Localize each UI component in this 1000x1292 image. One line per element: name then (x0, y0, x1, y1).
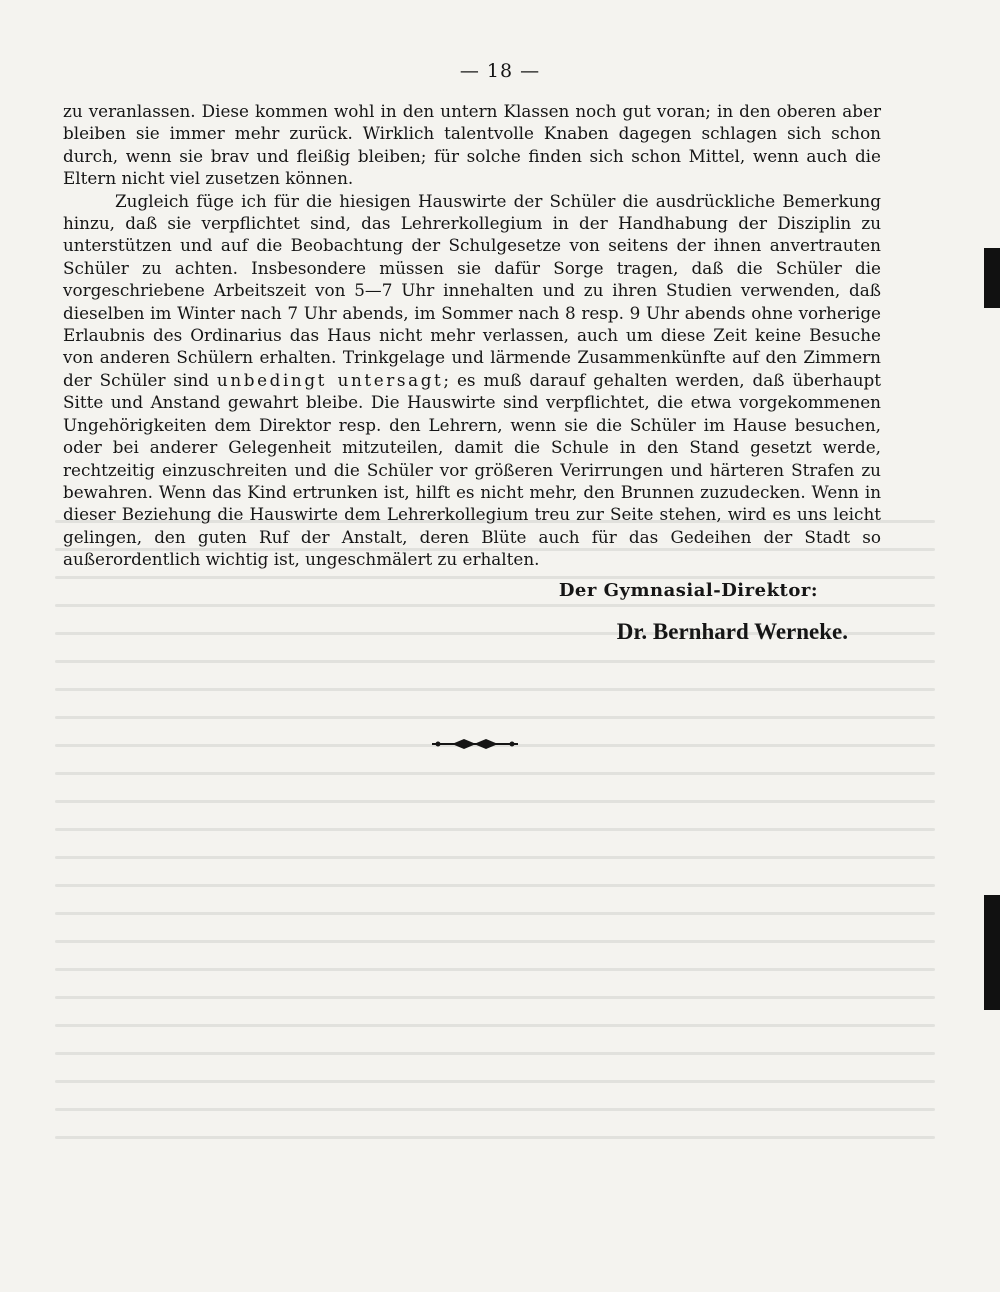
decorative-rule-icon (430, 733, 520, 755)
signature-title: Der Gymnasial-Direktor: (558, 580, 818, 601)
paragraph-2 (63, 190, 881, 571)
paragraph-2-part-b: ; es muß darauf gehalten werden, daß überhaupt Sitte und Anstand gewahrt bleibe. Die Hauswirte sind verpflichtet, die etwa vorgekommenen Ungehörigkeiten dem Direktor resp. den Lehrern, wenn sie die Schüler im Hause besuchen, oder bei anderer Gelegenheit mitzuteilen, damit die Schule in den Stand gesetzt werde, rechtzeitig einzuschreiten und die Schüler vor größeren Verirrungen und härteren Strafen zu bewahren. Wenn das Kind ertrunken ist, hilft es nicht mehr, den Brunnen zuzudecken. Wenn in dieser Beziehung die Hauswirte dem Lehrerkollegium treu zur Seite stehen, wird es uns leicht gelingen, den guten Ruf der Anstalt, deren Blüte auch für das Gedeihen der Stadt so außerordentlich wichtig ist, ungeschmälert zu erhalten. (63, 369, 881, 570)
emphasized-phrase: unbedingt untersagt (216, 369, 444, 390)
paragraph-1: zu veranlassen. Diese kommen wohl in den untern Klassen noch gut voran; in den oberen aber bleiben sie immer mehr zurück. Wirklich talentvolle Knaben dagegen schlagen sich schon durch, wenn sie brav und fleißig bleiben; für solche finden sich schon Mittel, wenn auch die Eltern nicht viel zusetzen können. (63, 101, 881, 189)
bleed-through-texture (55, 520, 935, 1170)
signature-name: Dr. Bernhard Werneke. (616, 619, 848, 644)
edge-binding-mark (984, 248, 1000, 308)
body-text (63, 100, 881, 571)
page-number: — 18 — (459, 60, 541, 82)
paragraph-2-part-a: Zugleich füge ich für die hiesigen Hauswirte der Schüler die ausdrückliche Bemerkung hinzu, daß sie verpflichtet sind, das Lehrerkollegium in der Handhabung der Disziplin zu unterstützen und auf die Beobachtung der Schulgesetze von seitens der ihnen anvertrauten Schüler zu achten. Insbesondere müssen sie dafür Sorge tragen, daß die Schüler die vorgeschriebene Arbeitszeit von 5—7 Uhr innehalten und zu ihren Studien verwenden, daß dieselben im Winter nach 7 Uhr abends, im Sommer nach 8 resp. 9 Uhr abends ohne vorherige Erlaubnis des Ordinarius das Haus nicht mehr verlassen, auch um diese Zeit keine Besuche von anderen Schülern erhalten. Trinkgelage und lärmende Zusammenkünfte auf den Zimmern der Schüler sind (63, 190, 881, 390)
edge-binding-mark (984, 895, 1000, 1010)
